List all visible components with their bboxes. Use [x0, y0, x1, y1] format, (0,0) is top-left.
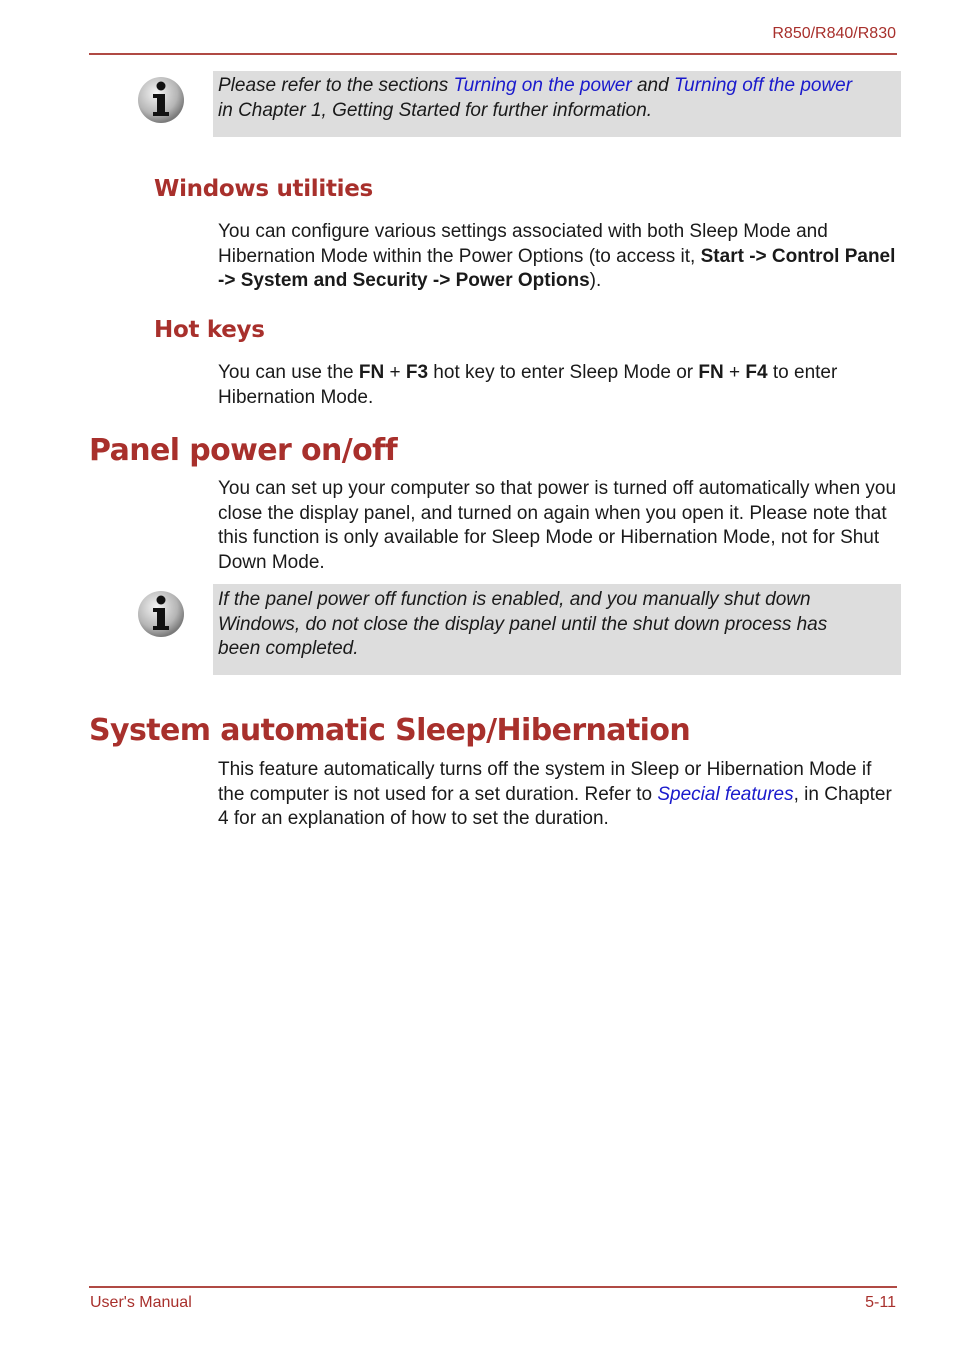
- paragraph-text: This feature automatically turns off the system in Sleep or Hibernation Mode if the computer is not used for a set duration. Refer to: [218, 759, 872, 805]
- footer-manual-title: User's Manual: [90, 1294, 192, 1311]
- section-heading-hot-keys: Hot keys: [154, 317, 265, 343]
- note-box: [213, 71, 901, 137]
- paragraph-text: You can use the: [218, 362, 359, 383]
- system-sleep-paragraph: [218, 758, 898, 832]
- plus-sign: +: [384, 362, 406, 383]
- footer-page-number: 5-11: [865, 1294, 896, 1311]
- footer-rule: [89, 1286, 897, 1288]
- key-fn: FN: [358, 362, 385, 383]
- key-fn: FN: [698, 362, 724, 383]
- note-box: [213, 584, 901, 675]
- paragraph-text: hot key to enter Sleep Mode or: [428, 362, 699, 383]
- windows-utilities-paragraph: [218, 220, 898, 294]
- hot-keys-paragraph: [218, 361, 898, 410]
- note-text-start: Please refer to the sections: [218, 75, 454, 96]
- link-turning-on-power[interactable]: Turning on the power: [453, 75, 632, 96]
- section-heading-panel-power: Panel power on/off: [89, 433, 398, 468]
- power-options-path: Start -> Control Panel -> System and Security -> Power Options: [218, 245, 896, 291]
- paragraph-text: You can configure various settings associated with both Sleep Mode and Hibernation Mode within the Power Options (to access it,: [218, 221, 828, 267]
- note-text: If the panel power off function is enabled, and you manually shut down Windows, do not close the display panel until the shut down process has been completed.: [218, 589, 828, 659]
- link-turning-off-power[interactable]: Turning off the power: [673, 75, 853, 96]
- note-text: [218, 74, 871, 123]
- section-heading-windows-utilities: Windows utilities: [154, 176, 373, 202]
- paragraph-text-end: , in Chapter 4 for an explanation of how to set the duration.: [218, 783, 892, 829]
- paragraph-text-end: ).: [589, 270, 602, 291]
- key-f3: F3: [405, 362, 429, 383]
- header-model: R850/R840/R830: [772, 25, 896, 42]
- link-special-features[interactable]: Special features: [657, 783, 794, 805]
- plus-sign: +: [723, 362, 746, 383]
- info-icon: [136, 75, 186, 125]
- panel-power-paragraph: You can set up your computer so that power is turned off automatically when you close the display panel, and turned on again when you open it. Please note that this function is only available for Sleep Mode or Hibernation Mode, not for Shut Down Mode.: [218, 478, 897, 573]
- key-f4: F4: [745, 362, 768, 383]
- section-heading-system-sleep: System automatic Sleep/Hibernation: [89, 713, 691, 748]
- note-text-end: in Chapter 1, Getting Started for further information.: [218, 99, 653, 121]
- paragraph-text-end: to enter Hibernation Mode.: [218, 362, 838, 408]
- header-rule: [89, 53, 897, 55]
- note-text-and: and: [631, 75, 674, 96]
- info-icon: [136, 589, 186, 639]
